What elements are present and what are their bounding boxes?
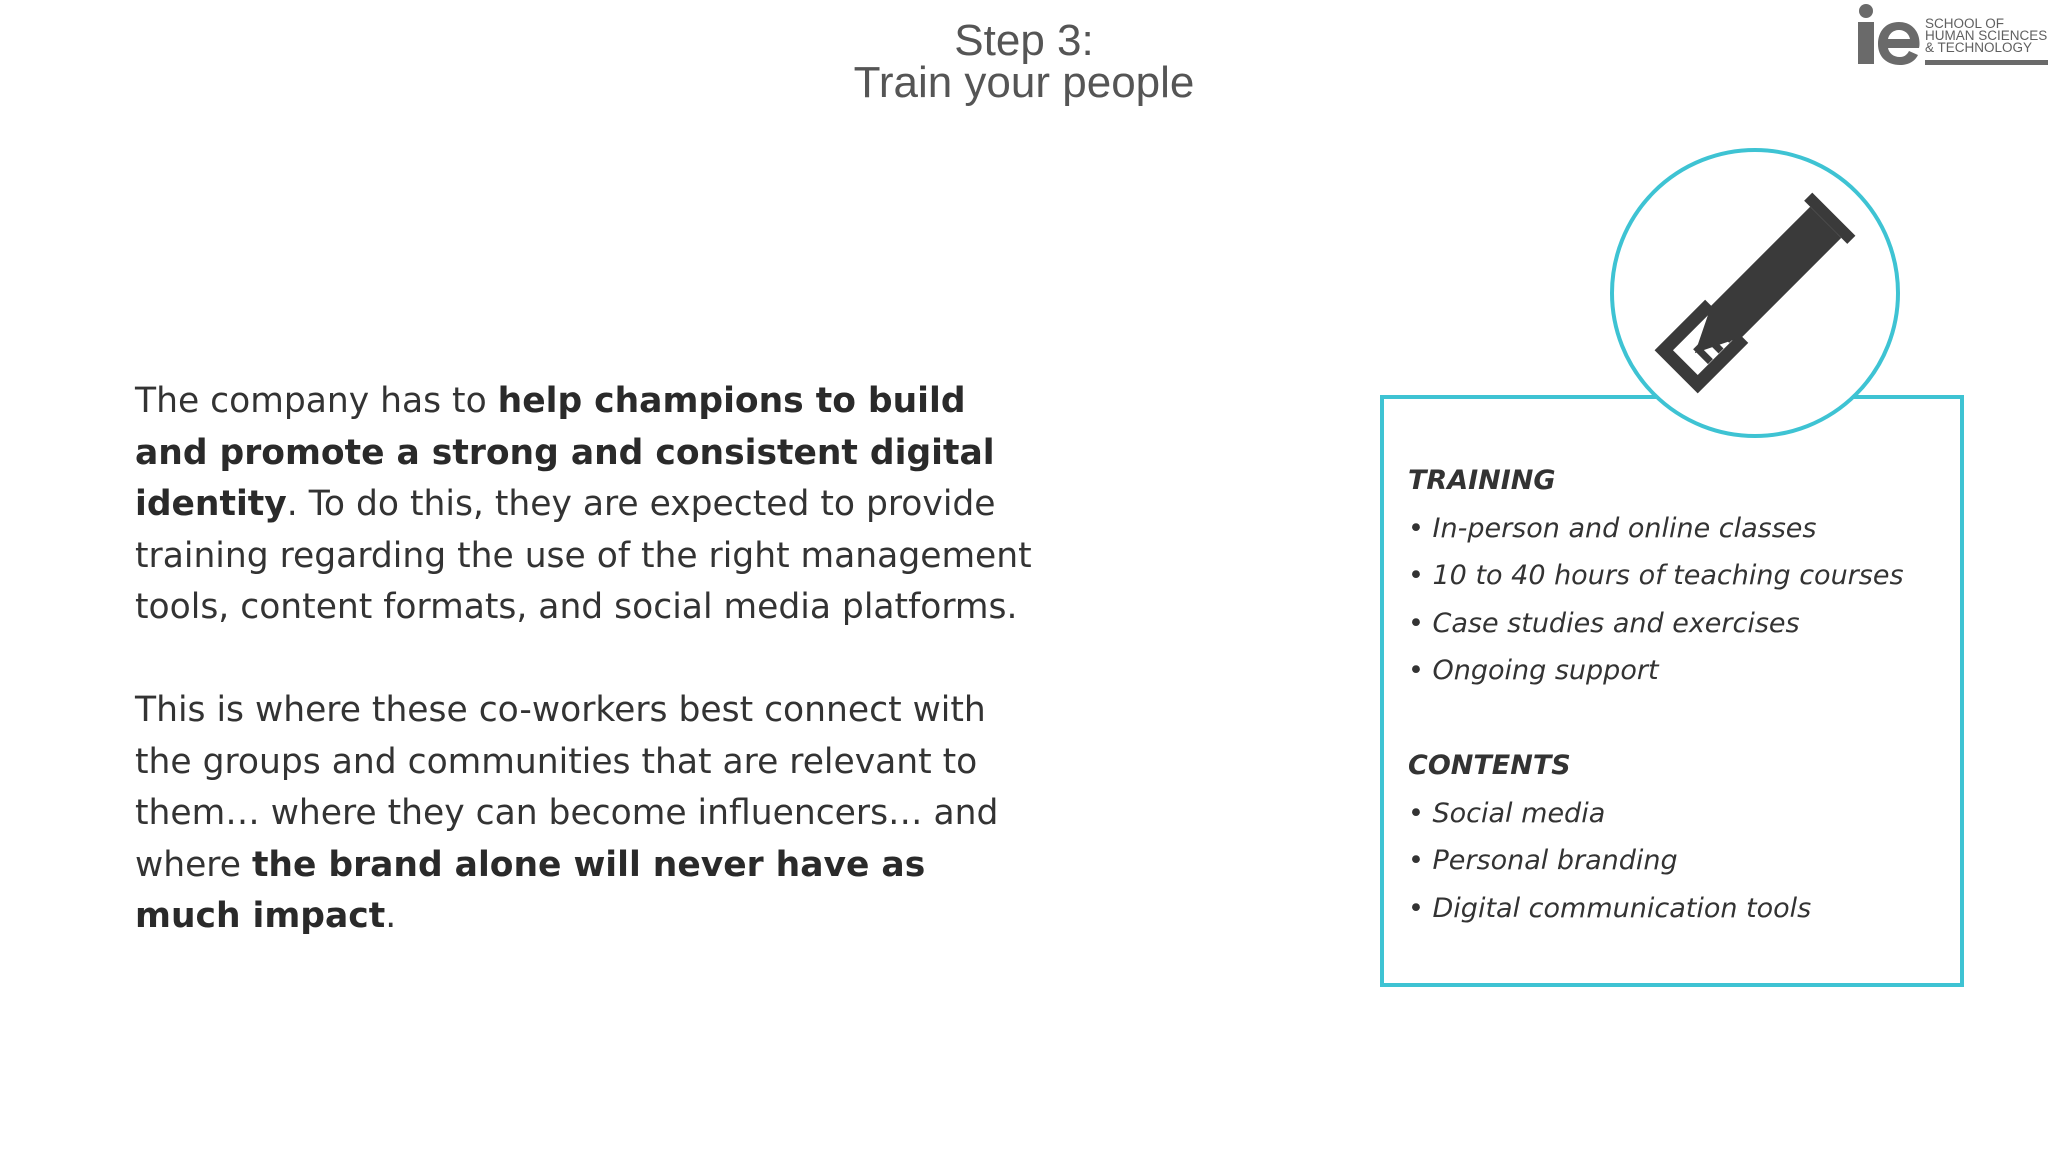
logo-rule [1925,60,2048,65]
contents-list [1408,790,1904,933]
paragraph-1 [135,376,1035,634]
list-item: • 10 to 40 hours of teaching courses [1408,560,1904,591]
paragraph-1-emphasis: help champions to build and promote a strong and consistent digital identity [135,381,995,524]
icon-badge [1610,148,1900,438]
paragraph-2 [135,685,1035,943]
paragraph-1-rest: . To do this, they are expected to provide training regarding the use of the right management tools, content formats, and social media platforms. [135,484,1032,627]
paragraph-2-rest: . [385,896,397,936]
list-item: • Ongoing support [1408,655,1659,686]
body-text [135,376,1035,943]
list-item: • Social media [1408,797,1606,829]
list-item: • In-person and online classes [1408,512,1817,544]
contents-heading: CONTENTS [1408,750,1571,781]
logo-text-line-3: & TECHNOLOGY [1925,40,2033,55]
paragraph-1-lead: The company has to [135,381,498,421]
section-spacer [1408,695,1904,743]
title-line-2: Train your people [853,58,1195,107]
logo-text-line-1: SCHOOL OF [1925,16,2005,31]
slide-title [0,16,2048,107]
paragraph-2-emphasis: the brand alone will never have as much impact [135,844,926,936]
paragraph-2-lead: This is where these co-workers best connect with the groups and communities that are relevant to them… where they can become influencers… and where [135,690,999,885]
training-heading: TRAINING [1408,465,1556,496]
training-box [1380,395,1964,987]
pencil-ruler-icon [1614,152,1896,434]
list-item: • Personal branding [1408,845,1678,876]
title-line-1: Step 3: [954,16,1094,65]
logo-text-line-2: HUMAN SCIENCES [1925,28,2048,43]
school-logo [1853,2,2048,66]
list-item: • Digital communication tools [1408,892,1812,924]
training-list [1408,505,1904,695]
list-item: • Case studies and exercises [1408,607,1800,639]
ie-logo-icon [1853,2,1921,66]
logo-text [1925,18,2047,54]
training-box-content [1408,457,1904,932]
